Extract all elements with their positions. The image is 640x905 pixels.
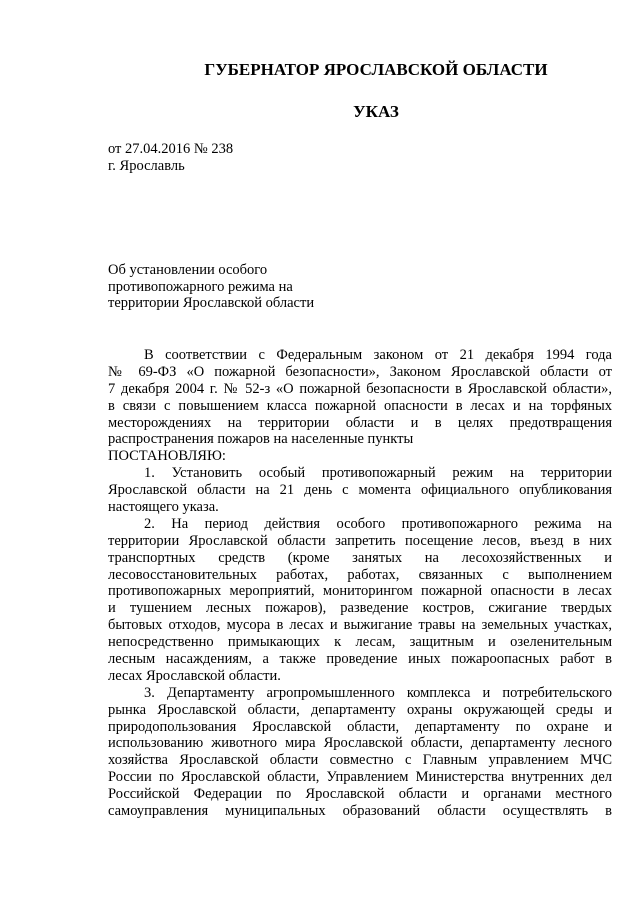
body-line: самоуправления муниципальных образований области осуществлять в (108, 803, 612, 820)
body-line: № 69-ФЗ «О пожарной безопасности», Законом Ярославской области от (108, 363, 612, 380)
subject-line: Об установлении особого (108, 262, 268, 278)
decree-subject (108, 262, 314, 312)
subject-line: противопожарного режима на (108, 278, 293, 295)
body-line: Ярославской области на 21 день с момента официального опубликования (108, 482, 612, 499)
governor-heading: ГУБЕРНАТОР ЯРОСЛАВСКОЙ ОБЛАСТИ (204, 60, 548, 79)
decree-city: г. Ярославль (108, 158, 185, 174)
body-line: распространения пожаров на населенные пункты (108, 431, 414, 448)
decree-heading: УКАЗ (353, 102, 399, 121)
body-line: и тушением лесных пожаров), разведение костров, сжигание твердых (108, 600, 612, 617)
body-line: месторождениях на территории области и в целях предотвращения (108, 414, 612, 431)
body-line: настоящего указа. (108, 499, 219, 516)
body-line: рынка Ярославской области, департаменту охраны окружающей среды и (108, 701, 612, 718)
body-line: России по Ярославской области, Управлением Министерства внутренних дел (108, 769, 612, 786)
body-line: использованию животного мира Ярославской области, департаменту лесного (108, 735, 612, 752)
body-line: 1. Установить особый противопожарный режим на территории (144, 465, 612, 482)
body-line: бытовых отходов, мусора в лесах и выжигание травы на земельных участках, (108, 617, 612, 634)
body-line: 2. На период действия особого противопожарного режима на (144, 515, 612, 532)
decree-body (108, 347, 612, 820)
body-line: противопожарных мероприятий, мониторингом пожарной опасности в лесах (108, 583, 612, 600)
decree-date-number: от 27.04.2016 № 238 (108, 141, 234, 157)
body-line: В соответствии с Федеральным законом от 21 декабря 1994 года (144, 347, 612, 363)
body-line: лесовосстановительных работах, работах, связанных с выполнением (108, 566, 612, 583)
body-line: в связи с повышением класса пожарной опасности в лесах и на торфяных (108, 397, 612, 414)
subject-line: территории Ярославской области (108, 295, 315, 311)
body-line: Российской Федерации по Ярославской области и органами местного (108, 786, 612, 803)
body-line: 7 декабря 2004 г. № 52-з «О пожарной безопасности в Ярославской области», (108, 380, 612, 397)
body-line: лесным насаждениям, а также проведение иных пожароопасных работ в (108, 651, 612, 668)
body-line: транспортных средств (кроме занятых на лесохозяйственных и (108, 549, 612, 566)
body-line: хозяйства Ярославской области совместно с Главным управлением МЧС (108, 752, 612, 769)
postanovlyayu-line: ПОСТАНОВЛЯЮ: (108, 448, 226, 465)
body-line: непосредственно примыкающих к лесам, защитным и озеленительным (108, 634, 612, 651)
body-line: природопользования Ярославской области, департаменту по охране и (108, 718, 612, 735)
body-line: лесах Ярославской области. (108, 667, 281, 684)
body-line: территории Ярославской области запретить посещение лесов, въезд в них (108, 532, 612, 549)
body-line: 3. Департаменту агропромышленного комплекса и потребительского (144, 684, 612, 701)
